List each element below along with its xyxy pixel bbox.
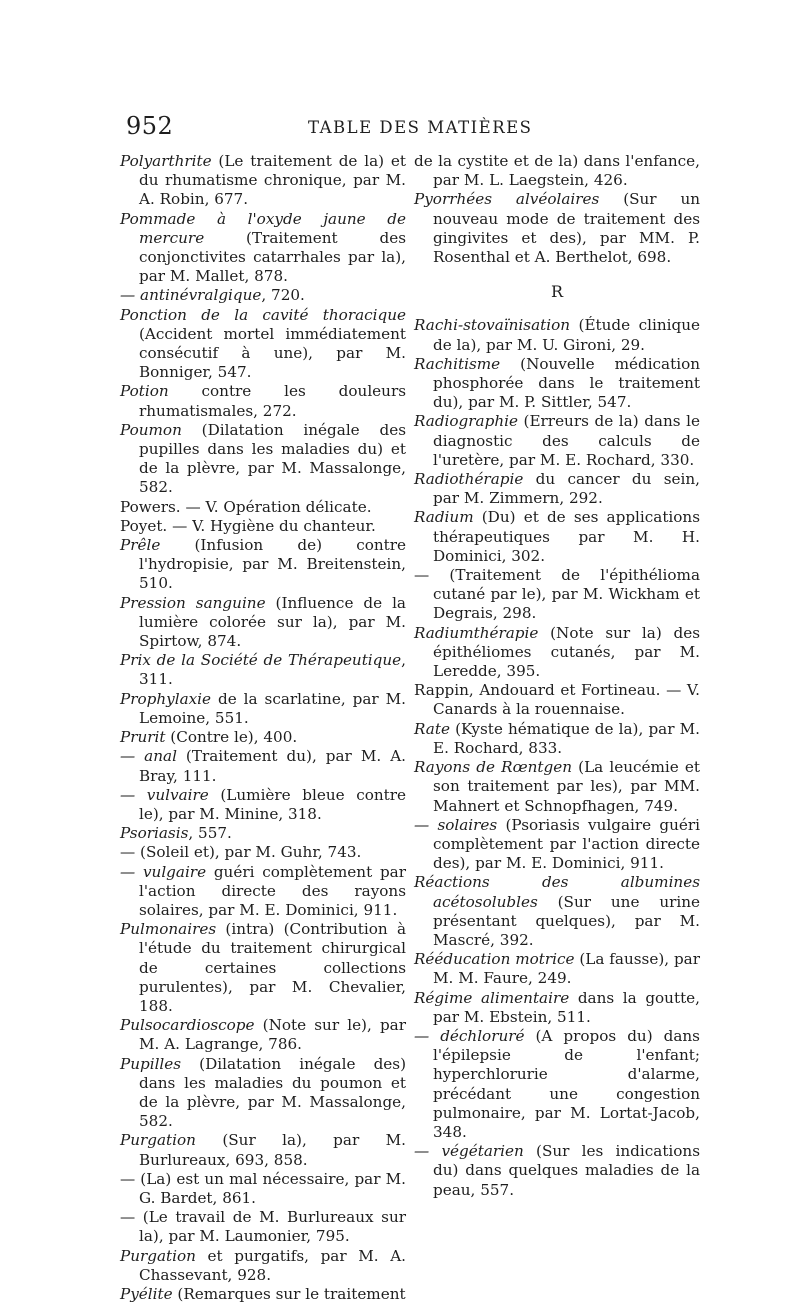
entry-term: Pyélite <box>120 1284 173 1303</box>
entry-term: Réactions des albumines acétosolubles <box>414 873 700 911</box>
index-entry <box>120 517 406 536</box>
index-entry <box>120 1131 406 1169</box>
index-entry <box>414 355 700 413</box>
entry-text: contre les douleurs rhumatismales, 272. <box>139 382 406 420</box>
entry-text: — (Soleil et), par M. Guhr, 743. <box>120 843 362 862</box>
index-entry <box>120 152 406 210</box>
index-entry <box>120 306 406 383</box>
index-entry <box>120 286 406 305</box>
entry-term: Ponction de la cavité thoracique <box>120 305 406 324</box>
index-entry <box>414 681 700 719</box>
index-entry <box>414 412 700 470</box>
section-letter: R <box>550 282 564 302</box>
index-entry <box>414 950 700 988</box>
entry-text: (Nouvelle médication phosphorée dans le traitement du), par M. P. Sittler, 547. <box>433 354 700 412</box>
index-entry <box>414 989 700 1027</box>
page-number: 952 <box>126 112 174 140</box>
entry-term: Prophylaxie <box>120 689 212 708</box>
entry-term: Rééducation motrice <box>414 950 575 969</box>
index-entry <box>414 190 700 267</box>
index-entry <box>120 421 406 498</box>
entry-text: (Infusion de) contre l'hydropisie, par M. Breitenstein, 510. <box>139 536 406 593</box>
entry-text: (Traitement des conjonctivites catarrhales par la), par M. Mallet, 878. <box>139 228 406 286</box>
entry-text: (intra) (Contribution à l'étude du traitement chirurgical de certaines collections purulentes), par M. Chevalier, 188. <box>139 920 406 1015</box>
index-entry <box>120 1016 406 1054</box>
entry-term: Pommade à l'oxyde jaune de mercure <box>120 209 406 247</box>
entry-text: (Contre le), 400. <box>165 728 298 747</box>
entry-text: , 557. <box>188 824 232 843</box>
entry-text: et purgatifs, par M. A. Chassevant, 928. <box>139 1246 406 1284</box>
index-entry <box>414 470 700 508</box>
entry-term: Purgation <box>120 1246 196 1265</box>
entry-term: — vulvaire <box>120 785 209 804</box>
entry-text: (Dilatation inégale des) dans les maladies du poumon et de la plèvre, par M. Massalonge, 582. <box>139 1054 406 1131</box>
index-column-left <box>120 152 406 1304</box>
index-entry <box>120 728 406 747</box>
entry-term: Purgation <box>120 1131 196 1150</box>
index-entry <box>414 720 700 758</box>
entry-text: (Erreurs de la) dans le diagnostic des calculs de l'uretère, par M. E. Rochard, 330. <box>433 412 700 469</box>
index-entry <box>120 1055 406 1132</box>
index-entry <box>120 594 406 652</box>
entry-text: guéri complètement par l'action directe des rayons solaires, par M. E. Dominici, 911. <box>139 862 406 919</box>
running-header <box>126 112 692 146</box>
entry-term: Poumon <box>120 420 182 439</box>
entry-term: Rachitisme <box>414 354 501 373</box>
entry-term: Prêle <box>120 536 161 555</box>
entry-text: de la cystite et de la) dans l'enfance, par M. L. Laegstein, 426. <box>414 152 700 190</box>
entry-text: (La fausse), par M. M. Faure, 249. <box>433 950 700 988</box>
index-entry <box>414 1142 700 1200</box>
entry-term: Pression sanguine <box>120 593 266 612</box>
entry-text: (Influence de la lumière colorée sur la), par M. Spirtow, 874. <box>139 593 406 651</box>
index-entry <box>120 824 406 843</box>
index-entry <box>414 566 700 624</box>
entry-term: Rachi-stovaïnisation <box>414 316 571 335</box>
entry-text: de la scarlatine, par M. Lemoine, 551. <box>139 689 406 727</box>
entry-term: Psoriasis <box>120 824 189 843</box>
entry-term: Prix de la Société de Thérapeutique <box>120 651 402 670</box>
index-entry <box>414 316 700 354</box>
running-title: TABLE DES MATIÈRES <box>308 118 533 137</box>
index-entry <box>414 873 700 950</box>
entry-text: (Sur la), par M. Burlureaux, 693, 858. <box>139 1131 406 1169</box>
entry-text: (Remarques sur le traitement <box>172 1284 406 1303</box>
entry-term: Rate <box>414 719 450 738</box>
entry-text: dans la goutte, par M. Ebstein, 511. <box>433 988 700 1026</box>
entry-text: (Dilatation inégale des pupilles dans les maladies du) et de la plèvre, par M. Massalonge, 582. <box>139 420 406 497</box>
entry-term: Pupilles <box>120 1054 182 1073</box>
entry-term: Pyorrhées alvéolaires <box>414 190 600 209</box>
entry-term: — anal <box>120 747 177 766</box>
entry-text: (Le traitement de la) et du rhumatisme chronique, par M. A. Robin, 677. <box>139 152 406 209</box>
entry-text: (Note sur la) des épithéliomes cutanés, par M. Leredde, 395. <box>433 623 700 681</box>
entry-text: Powers. — V. Opération délicate. <box>120 497 372 516</box>
entry-text: (Étude clinique de la), par M. U. Gironi, 29. <box>433 316 700 354</box>
entry-term: Potion <box>120 382 169 401</box>
entry-term: — déchloruré <box>414 1026 525 1045</box>
index-entry <box>414 816 700 874</box>
entry-term: — vulgaire <box>120 862 207 881</box>
index-entry <box>120 747 406 785</box>
entry-text: , 311. <box>139 651 406 689</box>
index-entry <box>120 863 406 921</box>
index-entry <box>414 152 700 190</box>
index-entry <box>414 624 700 682</box>
index-entry <box>414 758 700 816</box>
entry-text: Rappin, Andouard et Fortineau. — V. Canards à la rouennaise. <box>414 681 700 719</box>
index-entry <box>414 508 700 566</box>
index-entry <box>120 920 406 1016</box>
entry-term: Rayons de Rœntgen <box>414 758 572 777</box>
entry-term: Polyarthrite <box>120 152 212 170</box>
entry-term: — solaires <box>414 815 498 834</box>
entry-text: — (Le travail de M. Burlureaux sur la), par M. Laumonier, 795. <box>120 1208 406 1246</box>
entry-term: Prurit <box>120 728 166 747</box>
entry-text: , 720. <box>261 286 305 305</box>
entry-term: — végétarien <box>414 1142 524 1161</box>
entry-text: (Psoriasis vulgaire guéri complètement par l'action directe des), par M. E. Dominici, 911. <box>433 815 700 873</box>
entry-text: (Lumière bleue contre le), par M. Minine, 318. <box>139 785 406 823</box>
index-entry <box>120 1170 406 1208</box>
index-column-right <box>414 152 700 1200</box>
entry-text: Poyet. — V. Hygiène du chanteur. <box>120 516 376 535</box>
index-entry <box>120 536 406 594</box>
entry-text: (Kyste hématique de la), par M. E. Rochard, 833. <box>433 719 700 757</box>
entry-text: (Du) et de ses applications thérapeutiques par M. H. Dominici, 302. <box>433 508 700 565</box>
entry-text: — (La) est un mal nécessaire, par M. G. Bardet, 861. <box>120 1169 406 1207</box>
entry-text: (La leucémie et son traitement par les), par MM. Mahnert et Schnopfhagen, 749. <box>433 758 700 815</box>
entry-text: — (Traitement de l'épithélioma cutané par le), par M. Wickham et Degrais, 298. <box>414 566 700 623</box>
index-entry <box>120 1208 406 1246</box>
entry-term: — antinévralgique <box>120 286 262 305</box>
entry-text: (A propos du) dans l'épilepsie de l'enfant; hyperchlorurie d'alarme, précédant une congestion pulmonaire, par M. Lortat-Jacob, 348. <box>433 1026 700 1141</box>
entry-text: (Accident mortel immédiatement consécutif à une), par M. Bonniger, 547. <box>139 324 406 382</box>
index-entry <box>414 1027 700 1142</box>
entry-text: (Sur les indications du) dans quelques maladies de la peau, 557. <box>433 1142 700 1199</box>
entry-term: Radium <box>414 508 474 527</box>
entry-text: (Traitement du), par M. A. Bray, 111. <box>139 747 406 785</box>
entry-text: (Sur une urine présentant quelques), par M. Mascré, 392. <box>433 892 700 949</box>
index-entry <box>120 210 406 287</box>
index-entry <box>120 498 406 517</box>
index-entry <box>120 843 406 862</box>
index-entry <box>120 786 406 824</box>
index-entry <box>120 1247 406 1285</box>
entry-term: Radiothérapie <box>414 470 524 489</box>
entry-term: Pulmonaires <box>120 920 217 939</box>
entry-text: (Note sur le), par M. A. Lagrange, 786. <box>139 1016 406 1054</box>
index-entry <box>120 1285 406 1304</box>
index-entry <box>120 382 406 420</box>
entry-term: Radiographie <box>414 412 518 431</box>
entry-text: du cancer du sein, par M. Zimmern, 292. <box>433 470 700 508</box>
index-entry <box>120 651 406 689</box>
entry-term: Pulsocardioscope <box>120 1016 255 1035</box>
entry-term: Radiumthérapie <box>414 623 539 642</box>
index-entry <box>120 690 406 728</box>
entry-text: (Sur un nouveau mode de traitement des gingivites et des), par MM. P. Rosenthal et A. Berthelot, 698. <box>433 190 701 267</box>
entry-term: Régime alimentaire <box>414 988 570 1007</box>
